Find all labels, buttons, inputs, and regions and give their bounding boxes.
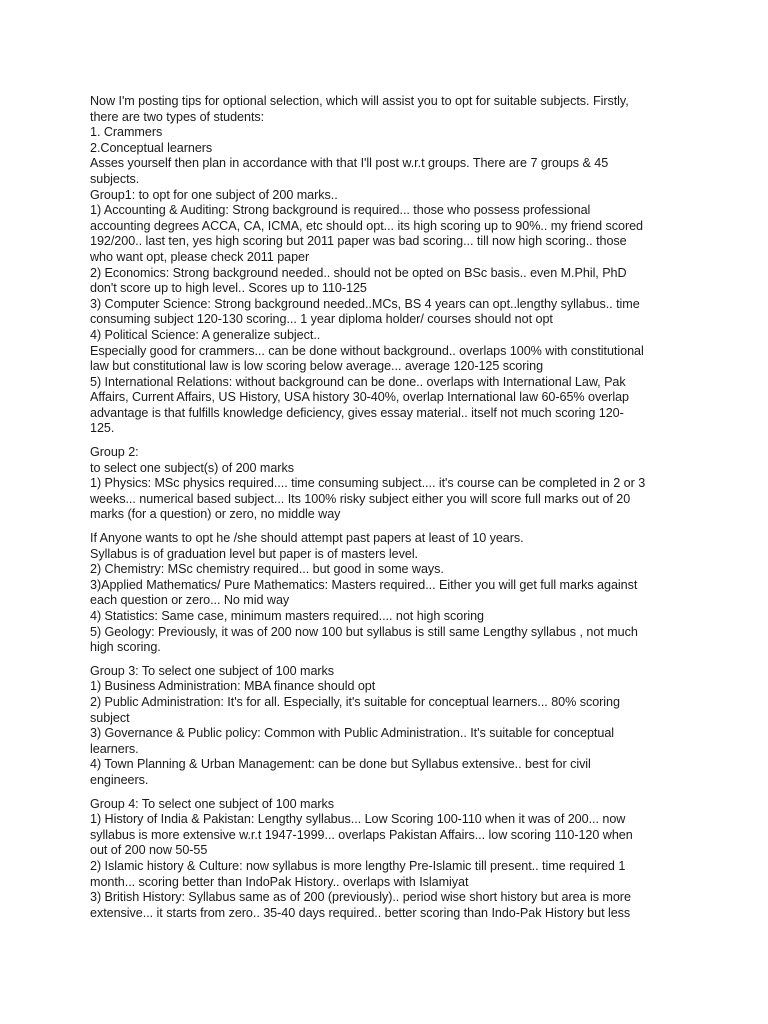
text-line: Asses yourself then plan in accordance with that I'll post w.r.t groups. There are 7 groups & 45 (90, 156, 609, 171)
paragraph (90, 445, 698, 523)
text-line: Affairs, Current Affairs, US History, USA history 30-40%, overlap International law 60-65% overlap (90, 390, 629, 405)
paragraph (90, 797, 698, 922)
text-line: Now I'm posting tips for optional selection, which will assist you to opt for suitable subjects. Firstly, (90, 94, 629, 108)
text-line: 3) British History: Syllabus same as of 200 (previously).. period wise short history but area is more (90, 890, 631, 905)
text-line: subjects. (90, 171, 140, 186)
text-line: out of 200 now 50-55 (90, 843, 208, 858)
text-line: 3) Computer Science: Strong background needed..MCs, BS 4 years can opt..lengthy syllabus.. time (90, 296, 640, 311)
text-line: 2) Islamic history & Culture: now syllabus is more lengthy Pre-Islamic till present.. time required 1 (90, 858, 626, 873)
text-line: Especially good for crammers... can be done without background.. overlaps 100% with constitutional (90, 343, 644, 358)
text-line: 3)Applied Mathematics/ Pure Mathematics: Masters required... Either you will get full marks against (90, 577, 638, 592)
text-line: don't score up to high level.. Scores up to 110-125 (90, 281, 367, 296)
text-line: 192/200.. last ten, yes high scoring but 2011 paper was bad scoring... till now high scoring.. those (90, 234, 627, 249)
text-line: 2) Chemistry: MSc chemistry required... but good in some ways. (90, 562, 444, 577)
text-line: 1) History of India & Pakistan: Lengthy syllabus... Low Scoring 100-110 when it was of 200... now (90, 812, 626, 827)
text-line: there are two types of students: (90, 109, 265, 124)
text-line: 2) Economics: Strong background needed.. should not be opted on BSc basis.. even M.Phil, PhD (90, 265, 627, 280)
text-line: learners. (90, 741, 139, 756)
text-line: each question or zero... No mid way (90, 593, 290, 608)
text-line: engineers. (90, 772, 149, 787)
text-line: law but constitutional law is low scoring below average... average 120-125 scoring (90, 359, 544, 374)
text-line: marks (for a question) or zero, no middle way (90, 507, 341, 522)
text-line: 1) Physics: MSc physics required.... time consuming subject.... it's course can be completed in 2 or 3 (90, 476, 646, 491)
text-line: 5) Geology: Previously, it was of 200 now 100 but syllabus is still same Lengthy syllabus , not much (90, 624, 638, 639)
text-line: who want opt, please check 2011 paper (90, 249, 310, 264)
text-line: 125. (90, 421, 115, 436)
text-line: Group 2: (90, 445, 139, 460)
paragraph (90, 94, 698, 188)
text-line: Syllabus is of graduation level but paper is of masters level. (90, 546, 419, 561)
text-line: 1. Crammers (90, 125, 163, 140)
text-line: Group 3: To select one subject of 100 marks (90, 663, 335, 678)
text-line: 5) International Relations: without background can be done.. overlaps with International Law, Pak (90, 374, 626, 389)
text-line: to select one subject(s) of 200 marks (90, 460, 294, 475)
text-line: high scoring. (90, 640, 161, 655)
text-line: Group1: to opt for one subject of 200 marks.. (90, 187, 338, 202)
text-line: 2.Conceptual learners (90, 140, 213, 155)
text-line: extensive... it starts from zero.. 35-40 days required.. better scoring than Indo-Pak History but less (90, 905, 631, 920)
paragraph (90, 531, 698, 656)
text-line: 2) Public Administration: It's for all. Especially, it's suitable for conceptual learners... 80% scoring (90, 694, 620, 709)
text-line: syllabus is more extensive w.r.t 1947-1999... overlaps Pakistan Affairs... low scoring 110-120 when (90, 827, 633, 842)
text-line: month... scoring better than IndoPak History.. overlaps with Islamiyat (90, 874, 469, 889)
paragraph (90, 664, 698, 789)
text-line: 4) Town Planning & Urban Management: can be done but Syllabus extensive.. best for civil (90, 757, 591, 772)
paragraph (90, 188, 698, 438)
text-line: accounting degrees ACCA, CA, ICMA, etc should opt... its high scoring up to 90%.. my friend scored (90, 218, 644, 233)
text-line: subject (90, 710, 130, 725)
text-line: 1) Business Administration: MBA finance should opt (90, 679, 376, 694)
text-line: consuming subject 120-130 scoring... 1 year diploma holder/ courses should not opt (90, 312, 553, 327)
text-line: 4) Statistics: Same case, minimum masters required.... not high scoring (90, 609, 485, 623)
text-line: Group 4: To select one subject of 100 marks (90, 796, 335, 811)
text-line: 1) Accounting & Auditing: Strong background is required... those who possess professional (90, 203, 591, 218)
text-line: weeks... numerical based subject... Its 100% risky subject either you will score full marks out of 20 (90, 491, 631, 506)
text-line: 4) Political Science: A generalize subject.. (90, 327, 321, 342)
text-line: If Anyone wants to opt he /she should attempt past papers at least of 10 years. (90, 531, 524, 546)
text-line: 3) Governance & Public policy: Common with Public Administration.. It's suitable for conceptual (90, 726, 615, 741)
text-line: advantage is that fulfills knowledge deficiency, gives essay material.. itself not much scoring 120- (90, 405, 624, 420)
